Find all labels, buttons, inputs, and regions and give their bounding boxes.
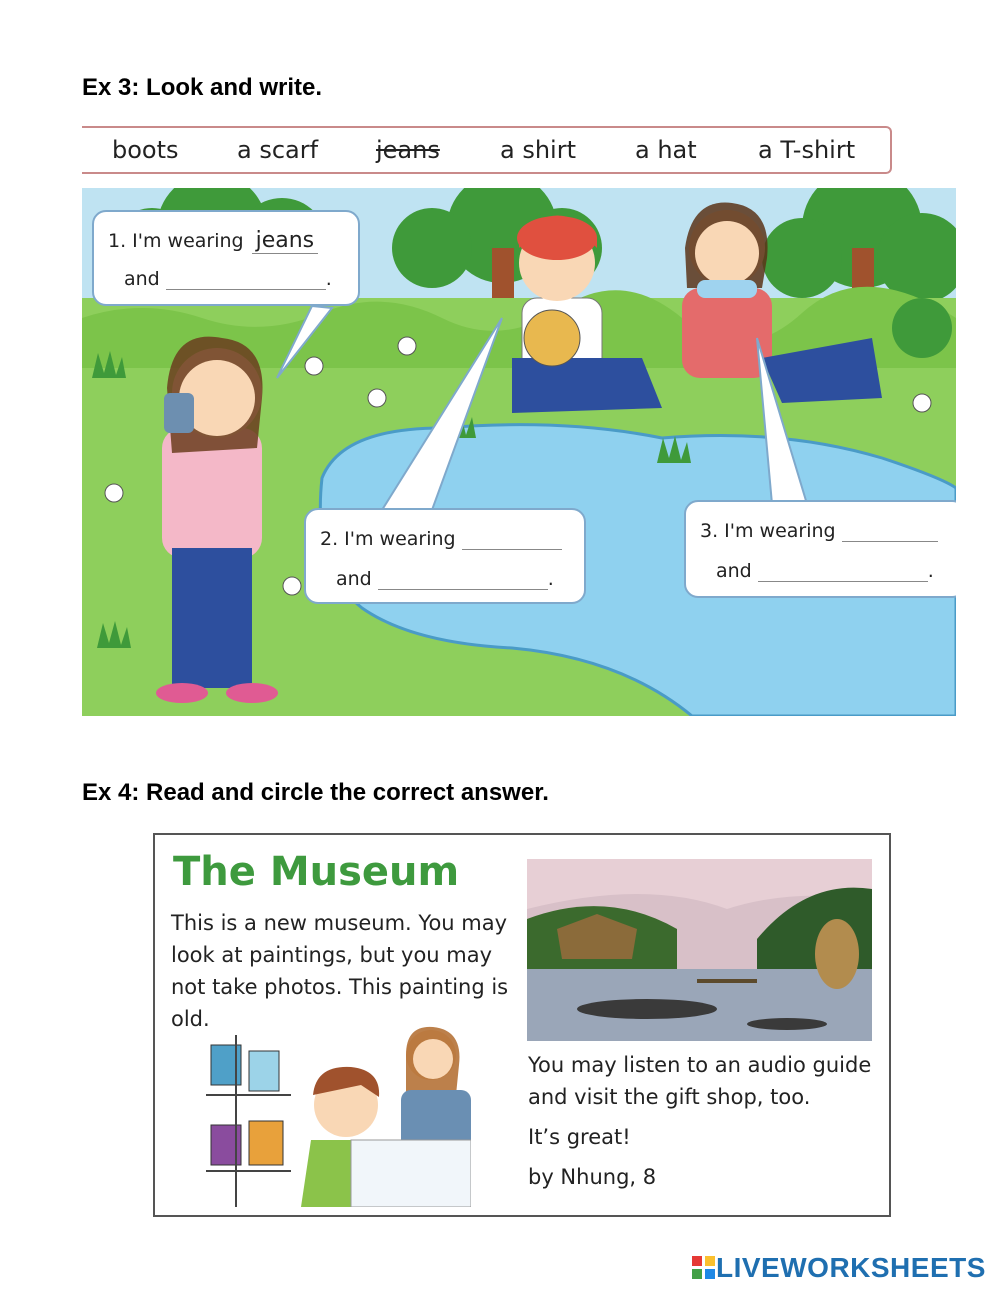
bubble-1-blank[interactable] xyxy=(166,289,326,290)
speech-bubble-3 xyxy=(684,500,956,598)
bubble-2-blank-2[interactable] xyxy=(378,589,548,590)
exercise-3-heading: Ex 3: Look and write. xyxy=(82,74,323,101)
exercise-4-heading: Ex 4: Read and circle the correct answer. xyxy=(82,779,549,806)
speech-bubble-1 xyxy=(92,210,360,306)
word-bank-item: a scarf xyxy=(237,136,319,164)
word-bank-item: a hat xyxy=(635,136,697,164)
museum-reading-card xyxy=(153,833,891,1217)
museum-title: The Museum xyxy=(173,849,460,895)
bubble-3-and: and xyxy=(716,560,752,582)
museum-paragraph-2: You may listen to an audio guide and visit the gift shop, too. xyxy=(528,1053,872,1109)
bubble-1-and: and xyxy=(124,268,160,290)
bubble-1-answer: jeans xyxy=(252,228,319,254)
bubble-3-blank-1[interactable] xyxy=(842,541,938,542)
word-bank-item: boots xyxy=(112,136,179,164)
liveworksheets-logo xyxy=(692,1252,986,1284)
logo-mark-icon xyxy=(692,1256,716,1280)
bubble-3-period: . xyxy=(927,560,934,582)
bubble-3-blank-2[interactable] xyxy=(758,581,928,582)
word-bank-item: a T-shirt xyxy=(758,136,856,164)
logo-text: LIVEWORKSHEETS xyxy=(716,1252,986,1283)
bubble-1-prompt: 1. I'm wearing xyxy=(108,230,244,252)
bubble-1-period: . xyxy=(325,268,332,290)
park-illustration xyxy=(82,188,956,716)
bubble-2-prompt: 2. I'm wearing xyxy=(320,528,456,550)
word-bank xyxy=(82,126,892,174)
museum-shop-illustration xyxy=(201,1025,471,1207)
bubble-2-period: . xyxy=(547,568,554,590)
speech-bubble-2 xyxy=(304,508,586,604)
museum-right-text xyxy=(528,1049,888,1201)
museum-paragraph-3: It’s great! xyxy=(528,1125,631,1149)
museum-paragraph-1: This is a new museum. You may look at paintings, but you may not take photos. This painting is old. xyxy=(171,911,509,1031)
bubble-2-blank-1[interactable] xyxy=(462,549,562,550)
painting-image xyxy=(527,859,872,1041)
word-bank-item: a shirt xyxy=(500,136,576,164)
bubble-2-and: and xyxy=(336,568,372,590)
word-bank-item-used: jeans xyxy=(376,136,440,164)
museum-author: by Nhung, 8 xyxy=(528,1165,657,1189)
bubble-3-prompt: 3. I'm wearing xyxy=(700,520,836,542)
